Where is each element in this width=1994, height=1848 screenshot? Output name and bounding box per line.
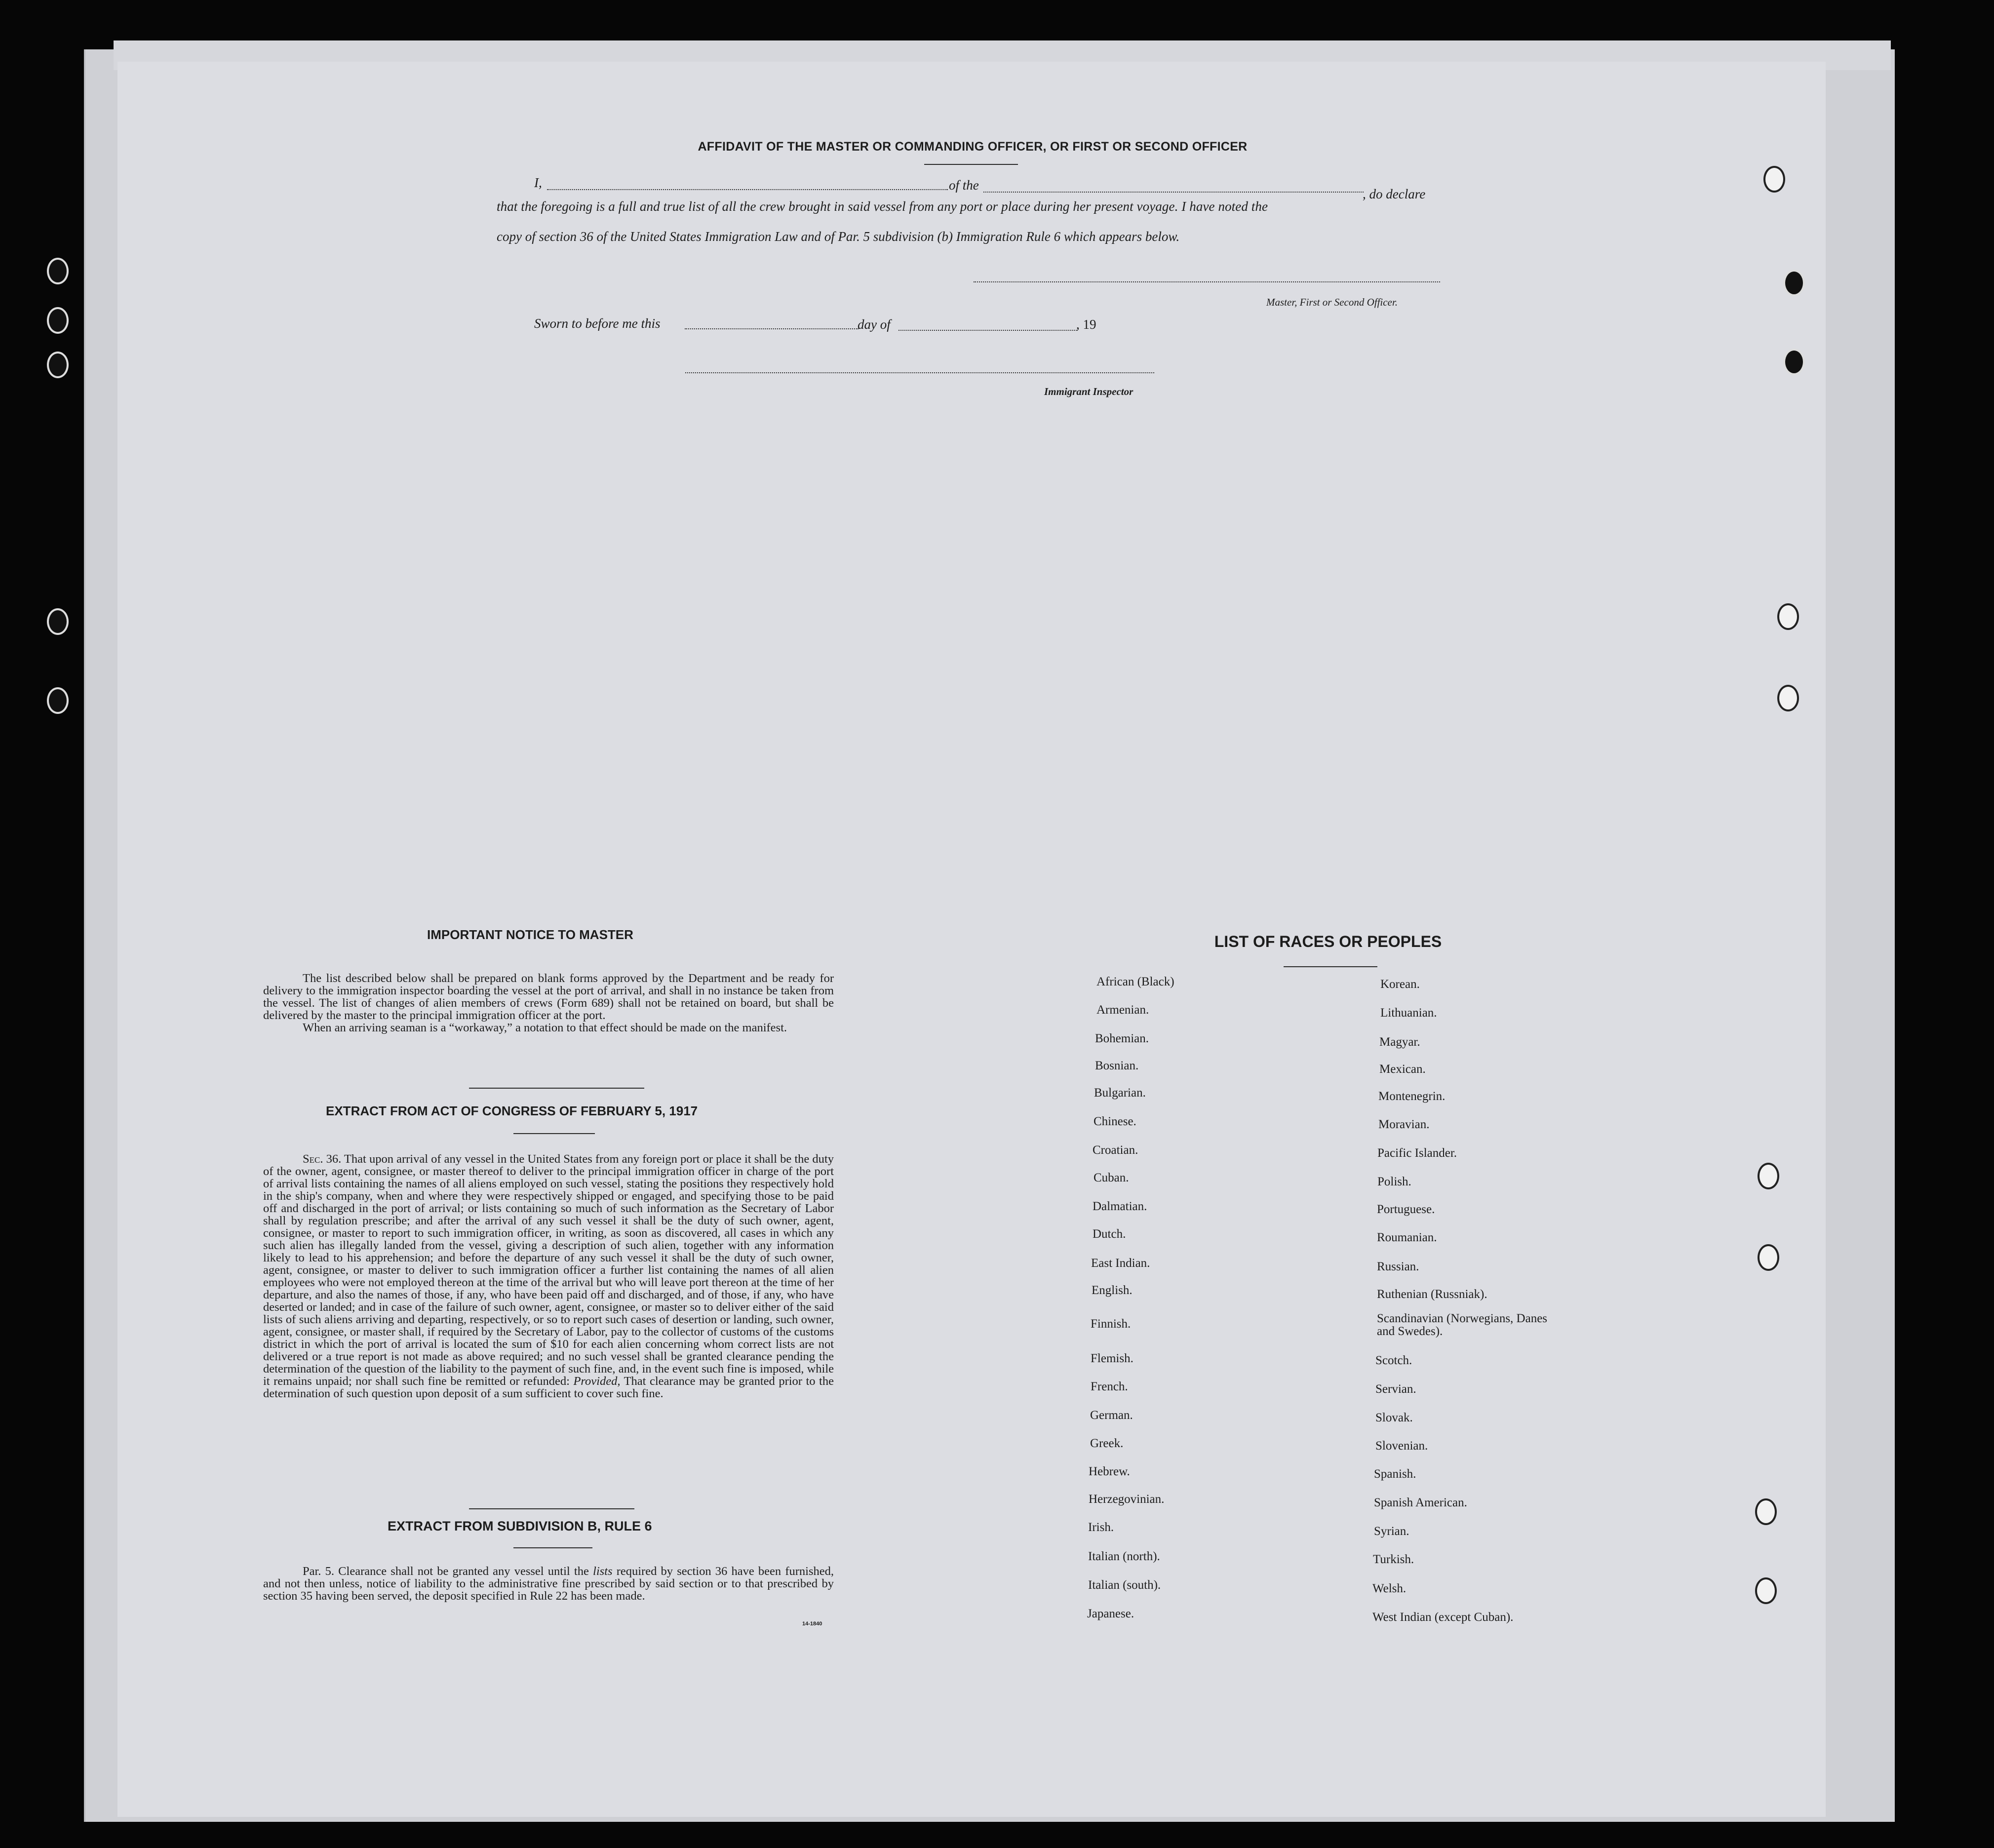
- race-item: Pacific Islander.: [1377, 1146, 1457, 1160]
- race-item: Dutch.: [1093, 1227, 1126, 1241]
- race-item: Montenegrin.: [1378, 1090, 1446, 1103]
- race-item: Armenian.: [1096, 1003, 1149, 1017]
- binder-hole-icon: [1777, 603, 1799, 630]
- sworn-label: Sworn to before me this: [534, 316, 661, 331]
- rule6-text: [263, 1565, 834, 1602]
- notice-paragraph-1: The list described below shall be prepared on blank forms approved by the Department and be ready for delivery to the immigration inspector boarding the vessel at the port of arrival, and shall in no instance be taken from the vessel. The list of changes of alien members of crews (Form 689) shall not be retained on board, but shall be delivered by the master to the principal immigration officer at the port.: [263, 972, 834, 1022]
- inspector-signature-field[interactable]: [685, 372, 1154, 373]
- race-item: Scandinavian (Norwegians, Danes and Swedes).: [1377, 1312, 1548, 1338]
- race-item: Japanese.: [1087, 1607, 1134, 1620]
- race-item: Scotch.: [1375, 1354, 1412, 1367]
- binder-hole-icon: [1777, 685, 1799, 711]
- provided-word: Provided,: [573, 1375, 621, 1388]
- binder-hole-icon: [47, 258, 69, 284]
- section-divider: [469, 1508, 634, 1509]
- race-item: Hebrew.: [1089, 1465, 1130, 1478]
- lists-word: lists: [593, 1565, 613, 1578]
- race-item: Korean.: [1380, 978, 1420, 991]
- binder-hole-icon: [1783, 349, 1805, 375]
- race-item: Flemish.: [1091, 1352, 1134, 1365]
- rule6-body-start: Par. 5. Clearance shall not be granted any vessel until the: [303, 1565, 589, 1578]
- race-item: Bulgarian.: [1094, 1086, 1146, 1100]
- title-rule: [924, 164, 1018, 165]
- sec-label: Sec. 36.: [303, 1152, 342, 1166]
- race-item: Greek.: [1090, 1437, 1124, 1450]
- declare-label: , do declare: [1363, 187, 1426, 201]
- year-label: , 19: [1076, 317, 1096, 332]
- race-item: West Indian (except Cuban).: [1372, 1611, 1514, 1624]
- race-item: Roumanian.: [1377, 1231, 1437, 1244]
- act-body: That upon arrival of any vessel in the United States from any foreign port or place it shall be the duty of the owner, agent, consignee, or master thereof to deliver to the principal immigration officer in charge of the port of arrival lists containing the names of all aliens employed on such vessel, stating the positions they respectively hold in the ship's company, when and where they were respectively shipped or engaged, and specifying those to be paid off and discharged in the port of arrival; or lists containing so much of such information as the Secretary of Labor shall by regulation prescribe; and after the arrival of any such vessel it shall be the duty of such owner, agent, consignee, or master to report to such immigration officer, in writing, as soon as discovered, all cases in which any such alien has illegally landed from the vessel, giving a description of such alien, together with any information likely to lead to his apprehension; and before the departure of any such vessel it shall be the duty of such owner, agent, consignee, or master to deliver to such immigration officer a further list containing the names of all alien employees who were not employed thereon at the time of the arrival but who will leave port thereon at the time of her departure, and also the names of those, if any, who have been paid off and discharged, and of those, if any, who have deserted or landed; and in case of the failure of such owner, agent, consignee, or master so to deliver either of the said lists of such aliens arriving and departing, respectively, or so to report such cases of desertion or landing, such owner, agent, consignee, or master shall, if required by the Secretary of Labor, pay to the collector of customs of the customs district in which the port of arrival is located the sum of $10 for each alien concerning whom correct lists are not delivered or a true report is not made as above required; and no such vessel shall be granted clearance pending the determination of the question of the liability to the payment of such fine, and, in the event such fine is imposed, while it remains unpaid; nor shall such fine be remitted or refunded:: [263, 1152, 834, 1388]
- form-number: 14-1840: [802, 1621, 822, 1627]
- binder-hole-icon: [47, 687, 69, 714]
- race-item: Irish.: [1088, 1521, 1114, 1534]
- affidavit-i-label: I,: [534, 175, 542, 190]
- inspector-caption: Immigrant Inspector: [1044, 386, 1134, 397]
- vessel-name-field[interactable]: [983, 192, 1364, 193]
- race-item: African (Black): [1096, 975, 1174, 988]
- race-item: Italian (south).: [1088, 1578, 1161, 1592]
- binder-hole-icon: [1783, 270, 1805, 296]
- race-item: Bosnian.: [1095, 1059, 1139, 1072]
- affidavit-line-2: that the foregoing is a full and true list of all the crew brought in said vessel from any port or place during her present voyage. I have noted the: [497, 199, 1268, 214]
- race-item: Spanish.: [1374, 1467, 1416, 1481]
- race-item: Mexican.: [1379, 1062, 1426, 1076]
- race-item: Polish.: [1377, 1175, 1411, 1188]
- rule6-title-rule: [513, 1547, 592, 1548]
- master-name-field[interactable]: [547, 189, 948, 190]
- race-item: Dalmatian.: [1093, 1200, 1147, 1213]
- act-title: EXTRACT FROM ACT OF CONGRESS OF FEBRUARY 5, 1917: [326, 1103, 698, 1118]
- sworn-day-field[interactable]: [685, 328, 859, 329]
- race-item: Cuban.: [1094, 1171, 1129, 1184]
- races-title-rule: [1284, 966, 1377, 967]
- of-the-label: of the: [949, 178, 979, 193]
- race-item: Bohemian.: [1095, 1032, 1149, 1045]
- races-title: LIST OF RACES OR PEOPLES: [1214, 933, 1442, 950]
- act-title-rule: [513, 1133, 595, 1134]
- race-item: Croatian.: [1093, 1143, 1138, 1157]
- binder-hole-icon: [47, 608, 69, 635]
- notice-text: [263, 972, 834, 1034]
- rule6-body-end: required by section 36 have been furnished, and not then unless, notice of liability to the administrative fine prescribed by said section or to that prescribed by section 35 having been served, the deposit specified in Rule 22 has been made.: [263, 1565, 834, 1603]
- binder-hole-icon: [47, 352, 69, 378]
- race-item: Herzegovinian.: [1089, 1493, 1165, 1506]
- binder-hole-icon: [1755, 1577, 1777, 1604]
- signature-caption: Master, First or Second Officer.: [1266, 296, 1398, 308]
- notice-title: IMPORTANT NOTICE TO MASTER: [427, 927, 633, 942]
- race-item: Russian.: [1377, 1260, 1419, 1273]
- affidavit-line-3: copy of section 36 of the United States Immigration Law and of Par. 5 subdivision (b) Immigration Rule 6 which appears below.: [497, 229, 1180, 244]
- binder-hole-icon: [1758, 1163, 1779, 1189]
- race-item: Finnish.: [1091, 1317, 1131, 1331]
- binder-hole-icon: [1763, 166, 1785, 193]
- race-item: Magyar.: [1379, 1035, 1420, 1049]
- binder-hole-icon: [47, 307, 69, 334]
- race-item: English.: [1092, 1284, 1133, 1297]
- race-item: German.: [1090, 1409, 1133, 1422]
- race-item: French.: [1091, 1380, 1128, 1393]
- notice-paragraph-2: When an arriving seaman is a “workaway,” a notation to that effect should be made on the manifest.: [303, 1021, 787, 1034]
- rule6-title: EXTRACT FROM SUBDIVISION B, RULE 6: [388, 1519, 652, 1533]
- race-item: Welsh.: [1372, 1582, 1407, 1595]
- section-divider: [469, 1088, 644, 1089]
- race-item: Syrian.: [1374, 1525, 1409, 1538]
- day-of-label: day of: [858, 317, 891, 332]
- race-item: East Indian.: [1091, 1257, 1150, 1270]
- affidavit-title: AFFIDAVIT OF THE MASTER OR COMMANDING OFFICER, OR FIRST OR SECOND OFFICER: [698, 140, 1248, 154]
- race-item: Slovak.: [1375, 1411, 1413, 1424]
- officer-signature-field[interactable]: [974, 281, 1440, 282]
- race-item: Moravian.: [1378, 1118, 1430, 1131]
- race-item: Spanish American.: [1374, 1496, 1467, 1509]
- act-section-36-text: [263, 1153, 834, 1400]
- race-item: Portuguese.: [1377, 1203, 1435, 1216]
- act-body-end: That clearance may be granted prior to the determination of such question upon deposit of a sum sufficient to cover such fine.: [263, 1375, 834, 1400]
- race-item: Ruthenian (Russniak).: [1377, 1288, 1487, 1301]
- binder-hole-icon: [1758, 1244, 1779, 1271]
- race-item: Servian.: [1375, 1382, 1416, 1396]
- race-item: Lithuanian.: [1380, 1006, 1437, 1020]
- sworn-month-field[interactable]: [899, 330, 1077, 331]
- binder-hole-icon: [1755, 1498, 1777, 1525]
- race-item: Chinese.: [1094, 1115, 1136, 1128]
- race-item: Turkish.: [1373, 1553, 1414, 1566]
- race-item: Italian (north).: [1088, 1550, 1160, 1563]
- race-item: Slovenian.: [1375, 1439, 1428, 1453]
- form-page: [117, 62, 1826, 1817]
